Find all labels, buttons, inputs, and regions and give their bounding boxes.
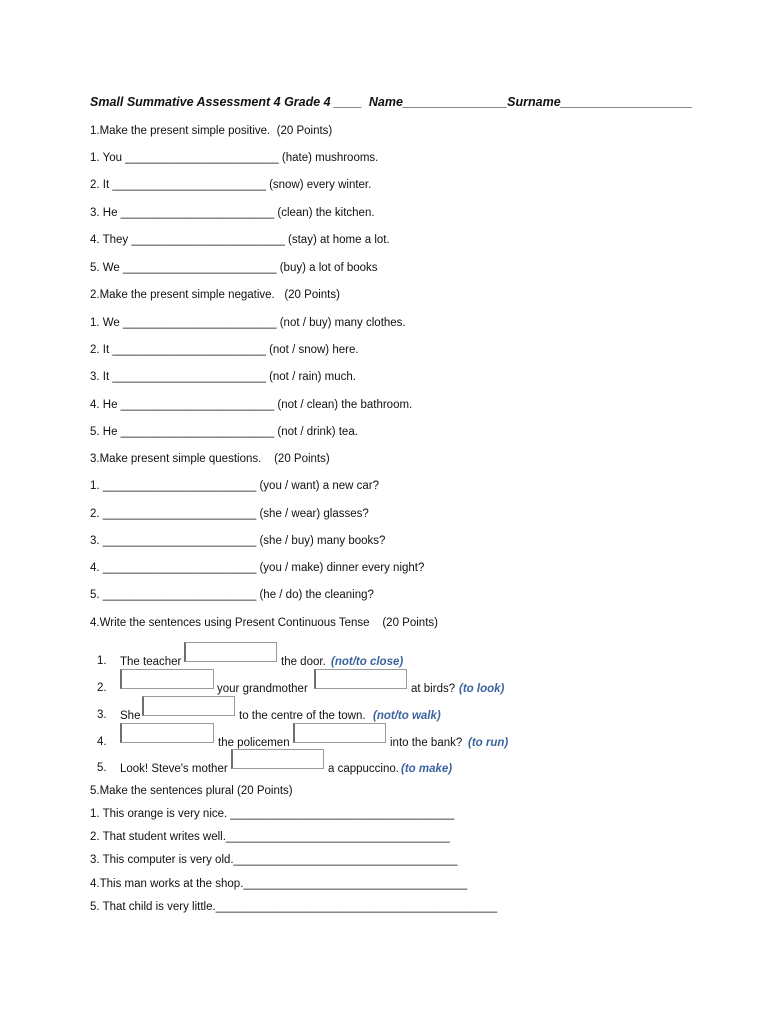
sentence-text: at birds? (411, 683, 456, 695)
section-1-heading: 1.Make the present simple positive. (20 Points) (90, 125, 333, 137)
section-1-item: 4. They ________________________ (stay) at home a lot. (90, 234, 390, 246)
sentence-text: to the centre of the town. (239, 710, 366, 722)
answer-box[interactable] (120, 669, 214, 689)
sentence-text: the door. (281, 656, 326, 668)
answer-box[interactable] (184, 642, 277, 662)
answer-box[interactable] (120, 723, 214, 743)
section-4-item-number: 4. (97, 736, 107, 748)
section-2-item: 3. It ________________________ (not / rain) much. (90, 371, 356, 383)
section-3-item: 2. ________________________ (she / wear) glasses? (90, 508, 369, 520)
sentence-text: your grandmother (217, 683, 308, 695)
sentence-text: a cappuccino. (328, 763, 399, 775)
section-2-item: 4. He ________________________ (not / clean) the bathroom. (90, 399, 413, 411)
verb-hint: (to look) (459, 683, 505, 695)
section-2-item: 5. He ________________________ (not / drink) tea. (90, 426, 358, 438)
section-5-item: 2. That student writes well.___________________________________ (90, 831, 450, 843)
section-5-item: 5. That child is very little.____________________________________________ (90, 901, 498, 913)
section-3-item: 3. ________________________ (she / buy) many books? (90, 535, 386, 547)
section-2-item: 2. It ________________________ (not / snow) here. (90, 344, 359, 356)
section-3-heading: 3.Make present simple questions. (20 Points) (90, 453, 330, 465)
verb-hint: (not/to walk) (373, 710, 441, 722)
section-4-item-number: 1. (97, 655, 107, 667)
section-1-item: 1. You ________________________ (hate) mushrooms. (90, 152, 379, 164)
section-2-item: 1. We ________________________ (not / buy) many clothes. (90, 317, 406, 329)
section-4-item-number: 5. (97, 762, 107, 774)
section-1-item: 5. We ________________________ (buy) a lot of books (90, 262, 378, 274)
section-5-item: 3. This computer is very old.___________________________________ (90, 854, 458, 866)
section-1-item: 3. He ________________________ (clean) the kitchen. (90, 207, 375, 219)
answer-box[interactable] (231, 749, 324, 769)
sentence-text: into the bank? (390, 737, 463, 749)
section-3-item: 5. ________________________ (he / do) the cleaning? (90, 589, 374, 601)
verb-hint: (not/to close) (331, 656, 404, 668)
worksheet-title: Small Summative Assessment 4 Grade 4 ____ Name_______________Surname___________________ (90, 95, 693, 109)
sentence-text: She (120, 710, 141, 722)
section-4-item-number: 2. (97, 682, 107, 694)
answer-box[interactable] (314, 669, 407, 689)
section-1-item: 2. It ________________________ (snow) every winter. (90, 179, 372, 191)
section-3-item: 4. ________________________ (you / make) dinner every night? (90, 562, 425, 574)
section-2-heading: 2.Make the present simple negative. (20 Points) (90, 289, 340, 301)
section-5-heading: 5.Make the sentences plural (20 Points) (90, 785, 293, 797)
section-4-item-number: 3. (97, 709, 107, 721)
sentence-text: Look! Steve's mother (120, 763, 228, 775)
section-5-item: 1. This orange is very nice. ___________________________________ (90, 808, 455, 820)
verb-hint: (to make) (401, 763, 453, 775)
verb-hint: (to run) (468, 737, 509, 749)
sentence-text: The teacher (120, 656, 182, 668)
sentence-text: the policemen (218, 737, 290, 749)
answer-box[interactable] (293, 723, 386, 743)
section-3-item: 1. ________________________ (you / want) a new car? (90, 480, 380, 492)
answer-box[interactable] (142, 696, 235, 716)
section-5-item: 4.This man works at the shop.___________________________________ (90, 878, 468, 890)
section-4-heading: 4.Write the sentences using Present Continuous Tense (20 Points) (90, 617, 438, 629)
